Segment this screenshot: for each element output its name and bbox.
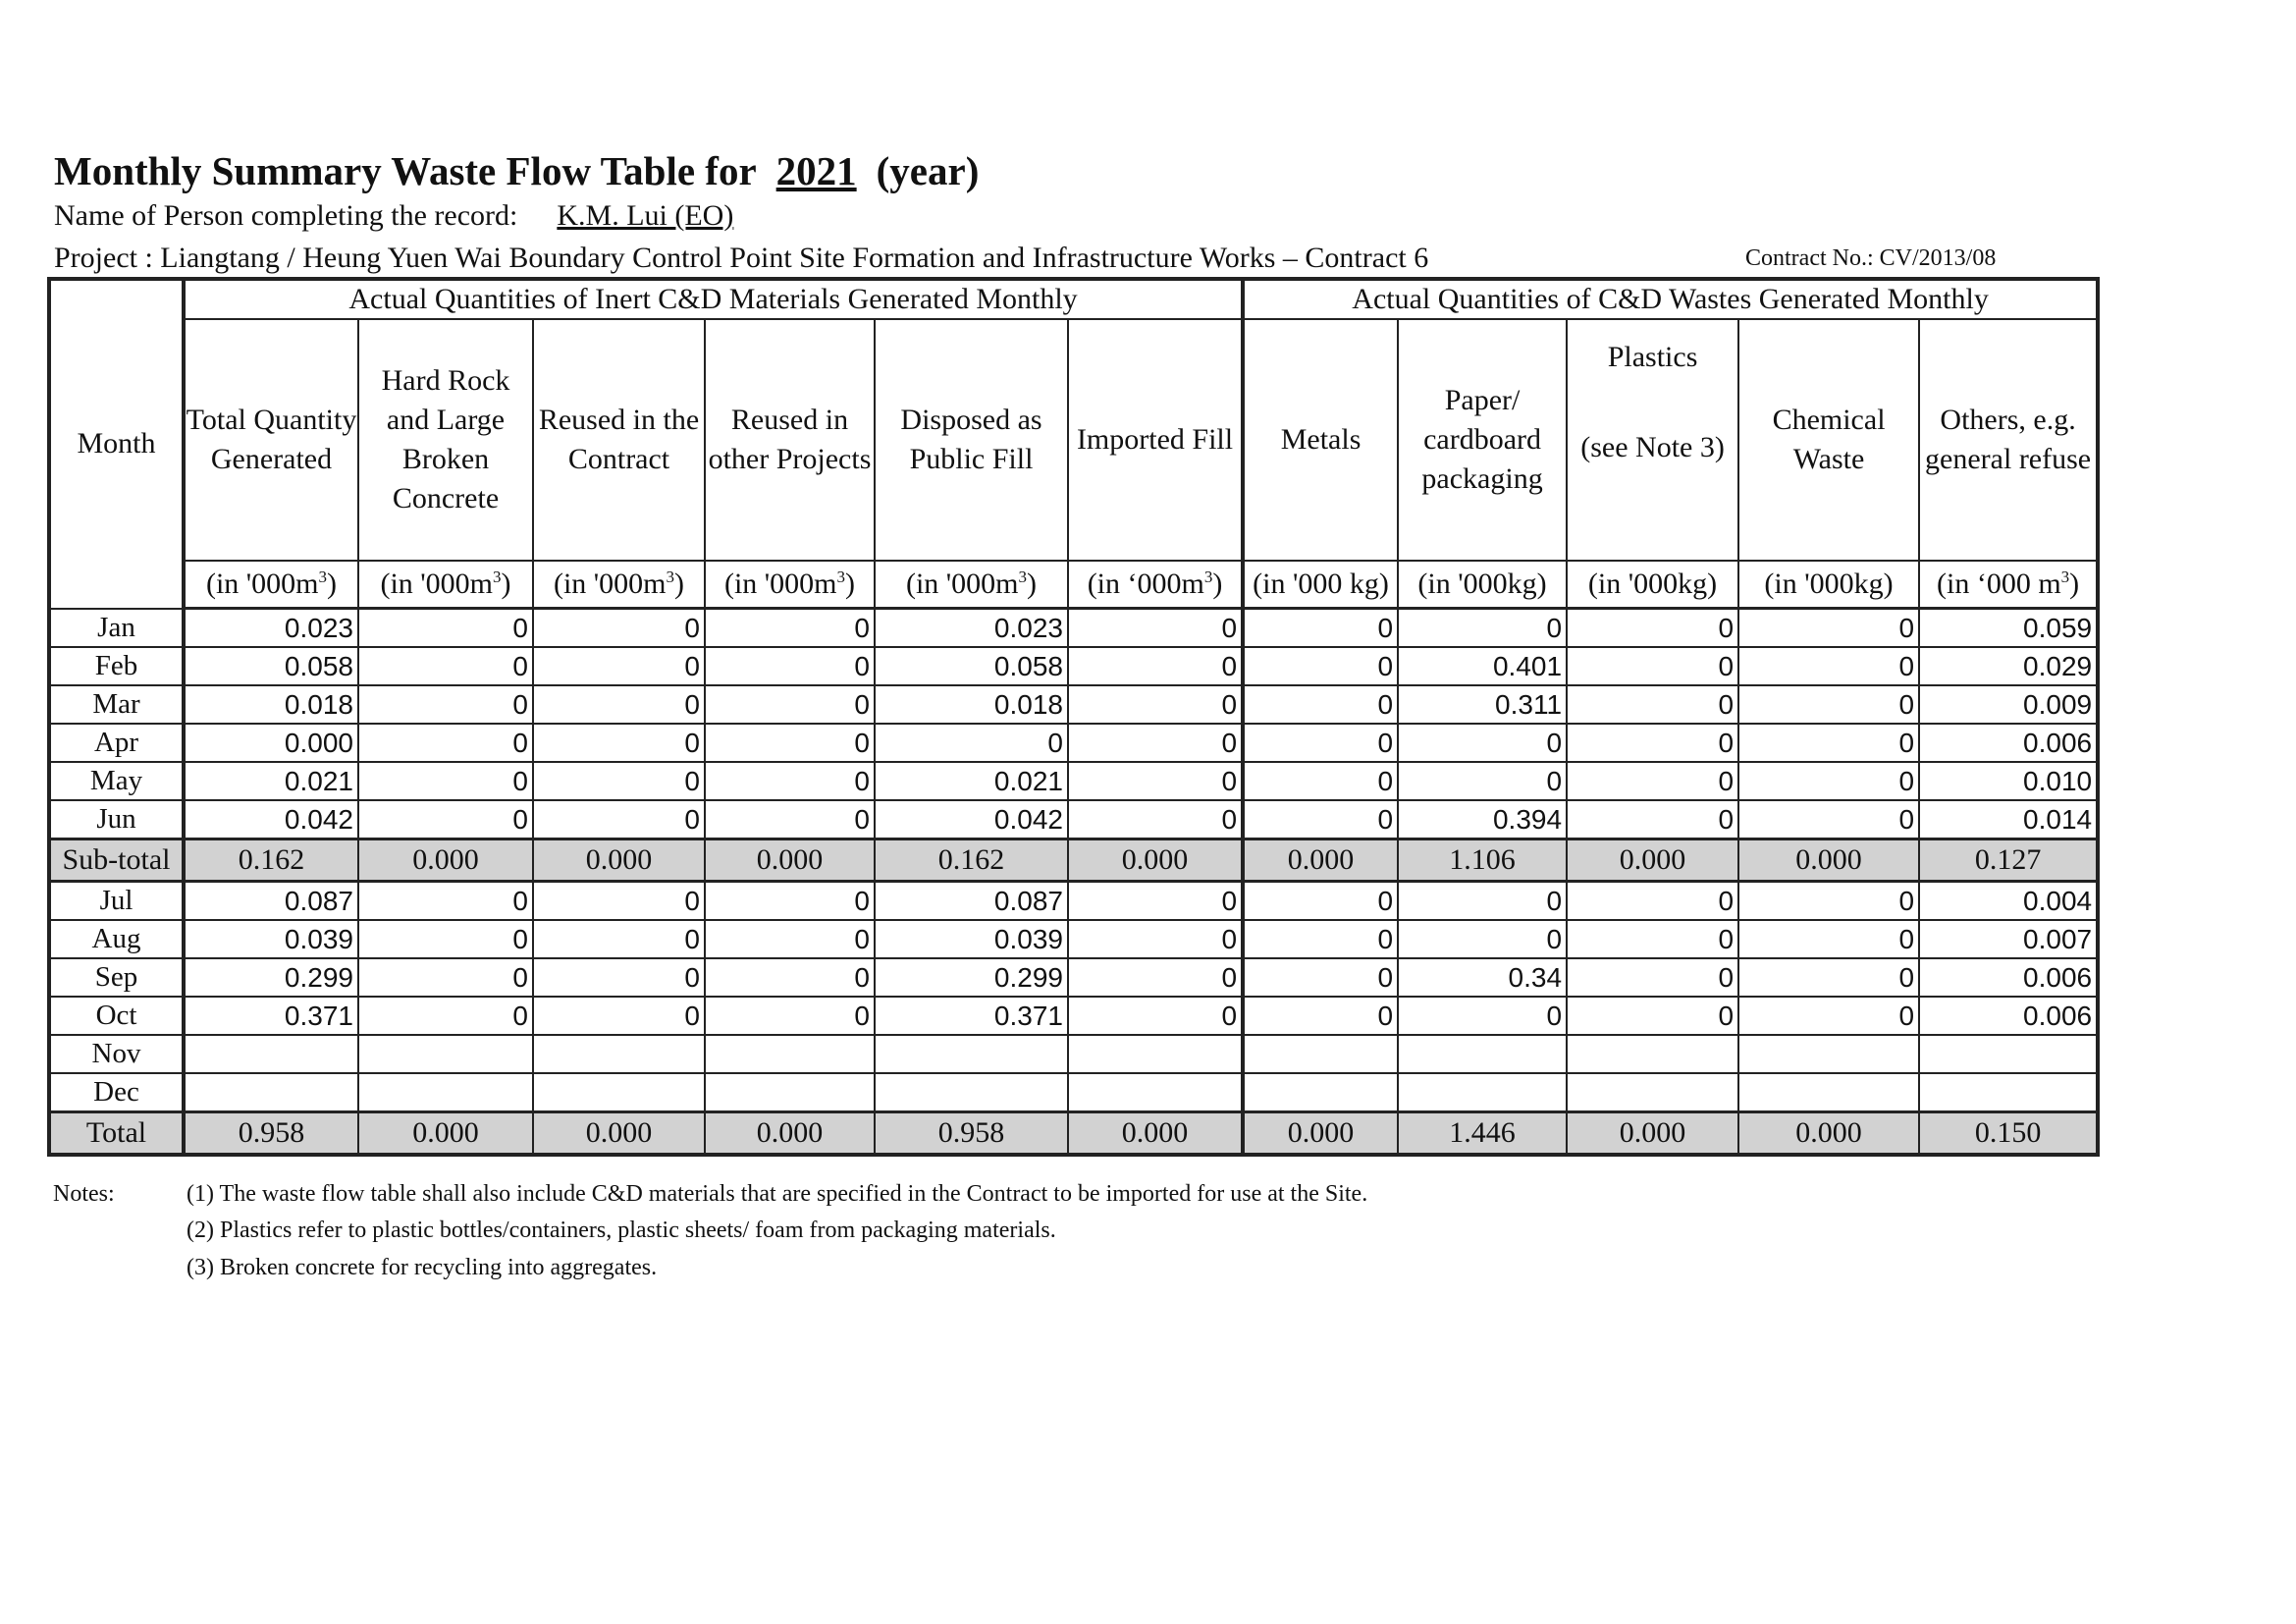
table-row [49, 762, 2098, 800]
value-cell: 0 [1738, 762, 1919, 800]
project-line: Project : Liangtang / Heung Yuen Wai Boundary Control Point Site Formation and Infrastructure Works – Contract 6 [54, 242, 1429, 274]
value-cell: 1.106 [1398, 839, 1567, 882]
month-cell: Aug [49, 920, 184, 958]
value-cell: 0.000 [1738, 839, 1919, 882]
column-header-label: Disposed as Public Fill [900, 404, 1042, 475]
unit-text-end: ) [327, 568, 338, 600]
title-prefix: Monthly Summary Waste Flow Table for [54, 148, 757, 193]
table-row [49, 1073, 2098, 1112]
value-cell: 0 [1068, 882, 1243, 921]
value-cell: 0 [1398, 997, 1567, 1035]
column-header-label: Reused in other Projects [708, 404, 872, 475]
value-cell: 0 [1398, 724, 1567, 762]
value-cell: 0 [705, 800, 875, 839]
unit-text-end: ) [1212, 568, 1223, 600]
waste-flow-table [47, 277, 2100, 1157]
value-cell: 1.446 [1398, 1112, 1567, 1156]
value-cell: 0.000 [705, 839, 875, 882]
value-cell: 0 [1068, 647, 1243, 685]
unit-text: (in '000m [553, 568, 667, 600]
person-label: Name of Person completing the record: [54, 199, 518, 232]
table-row [49, 800, 2098, 839]
value-cell: 0.150 [1919, 1112, 2098, 1156]
value-cell: 0 [358, 609, 533, 648]
value-cell: 0 [875, 724, 1068, 762]
value-cell: 0.042 [184, 800, 358, 839]
value-cell [1398, 1035, 1567, 1073]
value-cell [875, 1035, 1068, 1073]
value-cell: 0 [1567, 958, 1738, 997]
column-header-total-quantity-generated [184, 319, 358, 561]
value-cell: 0.029 [1919, 647, 2098, 685]
column-header-plastics [1567, 319, 1738, 561]
month-cell: Sub-total [49, 839, 184, 882]
value-cell: 0.000 [184, 724, 358, 762]
value-cell: 0.162 [875, 839, 1068, 882]
column-header-imported-fill [1068, 319, 1243, 561]
month-cell: Nov [49, 1035, 184, 1073]
value-cell: 0 [1567, 997, 1738, 1035]
value-cell [184, 1035, 358, 1073]
month-cell: Oct [49, 997, 184, 1035]
subtotal-row [49, 839, 2098, 882]
unit-text: (in '000 kg) [1253, 568, 1389, 600]
value-cell: 0 [358, 882, 533, 921]
value-cell [1398, 1073, 1567, 1112]
value-cell: 0 [1068, 762, 1243, 800]
table-row [49, 685, 2098, 724]
table-row [49, 647, 2098, 685]
value-cell: 0.018 [184, 685, 358, 724]
value-cell: 0 [1738, 685, 1919, 724]
unit-label [1567, 561, 1738, 609]
note-2: (2) Plastics refer to plastic bottles/containers, plastic sheets/ foam from packaging materials. [187, 1218, 1056, 1243]
value-cell: 0 [533, 724, 705, 762]
value-cell: 0.371 [184, 997, 358, 1035]
value-cell: 0.039 [184, 920, 358, 958]
value-cell: 0 [1068, 685, 1243, 724]
title-suffix: (year) [876, 148, 980, 193]
month-cell: Dec [49, 1073, 184, 1112]
value-cell: 0 [1243, 609, 1398, 648]
value-cell: 0 [705, 724, 875, 762]
unit-text: (in '000kg) [1764, 568, 1894, 600]
value-cell [705, 1035, 875, 1073]
value-cell: 0.127 [1919, 839, 2098, 882]
notes-label: Notes: [53, 1181, 115, 1207]
column-header-disposed-as-public-fill [875, 319, 1068, 561]
value-cell: 0 [1738, 958, 1919, 997]
value-cell: 0 [358, 685, 533, 724]
value-cell: 0.021 [875, 762, 1068, 800]
value-cell: 0 [1398, 882, 1567, 921]
value-cell: 0 [1738, 997, 1919, 1035]
value-cell: 0.087 [184, 882, 358, 921]
value-cell: 0 [358, 800, 533, 839]
unit-text: (in ‘000 m [1937, 568, 2061, 600]
table-row [49, 724, 2098, 762]
value-cell: 0 [705, 647, 875, 685]
value-cell: 0 [1243, 724, 1398, 762]
value-cell: 0.34 [1398, 958, 1567, 997]
value-cell: 0.004 [1919, 882, 2098, 921]
value-cell: 0 [1567, 724, 1738, 762]
waste-group-header: Actual Quantities of C&D Wastes Generated Monthly [1243, 279, 2098, 319]
value-cell: 0 [1068, 609, 1243, 648]
value-cell: 0.000 [533, 1112, 705, 1156]
value-cell: 0.039 [875, 920, 1068, 958]
value-cell: 0.371 [875, 997, 1068, 1035]
value-cell: 0.958 [875, 1112, 1068, 1156]
value-cell: 0 [1243, 800, 1398, 839]
value-cell: 0.058 [184, 647, 358, 685]
value-cell [1738, 1073, 1919, 1112]
value-cell: 0 [1068, 997, 1243, 1035]
unit-superscript: 3 [1203, 568, 1213, 586]
value-cell: 0.000 [358, 1112, 533, 1156]
value-cell: 0.023 [875, 609, 1068, 648]
value-cell: 0 [1738, 647, 1919, 685]
month-cell: Jul [49, 882, 184, 921]
table-row [49, 609, 2098, 648]
month-cell: Sep [49, 958, 184, 997]
value-cell: 0 [1567, 647, 1738, 685]
total-row [49, 1112, 2098, 1156]
unit-text: (in '000m [380, 568, 494, 600]
unit-label [533, 561, 705, 609]
value-cell: 0.087 [875, 882, 1068, 921]
value-cell [1567, 1035, 1738, 1073]
value-cell: 0 [1243, 762, 1398, 800]
month-cell: Total [49, 1112, 184, 1156]
value-cell: 0 [1068, 800, 1243, 839]
value-cell: 0.958 [184, 1112, 358, 1156]
value-cell [705, 1073, 875, 1112]
value-cell: 0 [705, 920, 875, 958]
value-cell: 0.299 [875, 958, 1068, 997]
column-header-label: Chemical Waste [1772, 404, 1886, 475]
value-cell: 0 [1567, 800, 1738, 839]
value-cell [1068, 1073, 1243, 1112]
contract-number: Contract No.: CV/2013/08 [1745, 245, 1997, 271]
value-cell: 0 [1398, 609, 1567, 648]
unit-superscript: 3 [493, 568, 502, 586]
value-cell: 0.000 [705, 1112, 875, 1156]
person-line [54, 199, 749, 233]
value-cell [533, 1035, 705, 1073]
unit-label [1919, 561, 2098, 609]
month-cell: Mar [49, 685, 184, 724]
table-row [49, 920, 2098, 958]
unit-label [184, 561, 358, 609]
unit-superscript: 3 [1018, 568, 1028, 586]
value-cell: 0.311 [1398, 685, 1567, 724]
value-cell: 0 [1567, 685, 1738, 724]
unit-superscript: 3 [836, 568, 846, 586]
value-cell: 0 [1243, 958, 1398, 997]
unit-text: (in '000m [723, 568, 837, 600]
value-cell: 0 [1068, 724, 1243, 762]
value-cell [1243, 1073, 1398, 1112]
unit-label [358, 561, 533, 609]
value-cell [1243, 1035, 1398, 1073]
value-cell: 0 [1738, 724, 1919, 762]
value-cell [1068, 1035, 1243, 1073]
unit-text-end: ) [674, 568, 685, 600]
value-cell: 0 [533, 685, 705, 724]
value-cell: 0.000 [358, 839, 533, 882]
value-cell: 0 [705, 762, 875, 800]
inert-group-header: Actual Quantities of Inert C&D Materials Generated Monthly [184, 279, 1243, 319]
month-cell: May [49, 762, 184, 800]
column-header-note: (see Note 3) [1580, 431, 1725, 463]
value-cell: 0.000 [1567, 1112, 1738, 1156]
value-cell [1567, 1073, 1738, 1112]
unit-text: (in '000kg) [1587, 568, 1718, 600]
value-cell [1919, 1035, 2098, 1073]
unit-text: (in ‘000m [1087, 568, 1204, 600]
unit-label [875, 561, 1068, 609]
table-row [49, 882, 2098, 921]
value-cell: 0 [1738, 882, 1919, 921]
value-cell: 0 [1243, 920, 1398, 958]
value-cell: 0.401 [1398, 647, 1567, 685]
value-cell: 0 [705, 882, 875, 921]
unit-text: (in '000m [905, 568, 1019, 600]
value-cell [1919, 1073, 2098, 1112]
column-header-label: Plastics [1607, 341, 1698, 373]
value-cell: 0 [358, 997, 533, 1035]
value-cell: 0 [358, 958, 533, 997]
value-cell: 0.299 [184, 958, 358, 997]
unit-text-end: ) [2069, 568, 2080, 600]
value-cell: 0 [1068, 958, 1243, 997]
value-cell: 0.000 [1243, 1112, 1398, 1156]
unit-text-end: ) [845, 568, 856, 600]
value-cell: 0 [533, 647, 705, 685]
value-cell: 0.000 [1068, 1112, 1243, 1156]
month-column-header: Month [49, 279, 184, 609]
value-cell: 0.042 [875, 800, 1068, 839]
value-cell: 0.014 [1919, 800, 2098, 839]
value-cell: 0 [705, 958, 875, 997]
table-row [49, 997, 2098, 1035]
value-cell: 0.023 [184, 609, 358, 648]
value-cell [1738, 1035, 1919, 1073]
column-header-reused-in-other-projects [705, 319, 875, 561]
value-cell: 0.162 [184, 839, 358, 882]
value-cell [184, 1073, 358, 1112]
column-header-chemical-waste [1738, 319, 1919, 561]
unit-text-end: ) [501, 568, 511, 600]
value-cell: 0 [533, 609, 705, 648]
value-cell: 0.006 [1919, 724, 2098, 762]
value-cell: 0 [533, 958, 705, 997]
column-header-paper-cardboard-packaging [1398, 319, 1567, 561]
unit-label [1243, 561, 1398, 609]
value-cell: 0 [1567, 762, 1738, 800]
month-cell: Apr [49, 724, 184, 762]
unit-label [1738, 561, 1919, 609]
table-row [49, 958, 2098, 997]
value-cell: 0 [533, 762, 705, 800]
unit-superscript: 3 [666, 568, 675, 586]
value-cell: 0.000 [533, 839, 705, 882]
value-cell: 0 [358, 647, 533, 685]
value-cell: 0.021 [184, 762, 358, 800]
unit-label [705, 561, 875, 609]
value-cell: 0.006 [1919, 958, 2098, 997]
value-cell: 0.394 [1398, 800, 1567, 839]
value-cell: 0 [358, 920, 533, 958]
column-header-label: Imported Fill [1076, 423, 1234, 456]
column-header-label: Paper/ cardboard packaging [1421, 384, 1543, 495]
value-cell: 0 [1567, 882, 1738, 921]
value-cell: 0 [705, 609, 875, 648]
note-1: (1) The waste flow table shall also include C&D materials that are specified in the Contract to be imported for use at the Site. [187, 1181, 1368, 1207]
column-header-label: Hard Rock and Large Broken Concrete [381, 364, 510, 514]
column-header-others-e-g-general-refuse [1919, 319, 2098, 561]
value-cell: 0 [1243, 647, 1398, 685]
column-header-label: Others, e.g. general refuse [1925, 404, 2092, 475]
value-cell: 0.000 [1567, 839, 1738, 882]
value-cell: 0 [1567, 609, 1738, 648]
value-cell [358, 1073, 533, 1112]
column-header-label: Reused in the Contract [538, 404, 700, 475]
unit-text: (in '000kg) [1417, 568, 1547, 600]
value-cell: 0 [1243, 685, 1398, 724]
value-cell: 0 [705, 997, 875, 1035]
column-header-label: Total Quantity Generated [186, 404, 357, 475]
unit-text-end: ) [1027, 568, 1038, 600]
value-cell: 0.006 [1919, 997, 2098, 1035]
unit-label [1068, 561, 1243, 609]
value-cell: 0 [1398, 762, 1567, 800]
value-cell: 0.007 [1919, 920, 2098, 958]
value-cell: 0.010 [1919, 762, 2098, 800]
table-row [49, 1035, 2098, 1073]
value-cell: 0.000 [1068, 839, 1243, 882]
value-cell: 0.018 [875, 685, 1068, 724]
value-cell: 0 [1738, 609, 1919, 648]
month-cell: Jun [49, 800, 184, 839]
month-cell: Jan [49, 609, 184, 648]
value-cell: 0 [1567, 920, 1738, 958]
value-cell: 0 [358, 762, 533, 800]
value-cell: 0 [1738, 800, 1919, 839]
value-cell: 0 [533, 800, 705, 839]
value-cell: 0 [1738, 920, 1919, 958]
value-cell: 0.000 [1738, 1112, 1919, 1156]
column-header-label: Metals [1280, 423, 1362, 456]
value-cell: 0 [533, 920, 705, 958]
note-3: (3) Broken concrete for recycling into aggregates. [187, 1255, 658, 1280]
value-cell [875, 1073, 1068, 1112]
column-header-metals [1243, 319, 1398, 561]
value-cell: 0.000 [1243, 839, 1398, 882]
unit-label [1398, 561, 1567, 609]
unit-superscript: 3 [318, 568, 328, 586]
value-cell: 0 [533, 882, 705, 921]
unit-superscript: 3 [2060, 568, 2070, 586]
value-cell: 0 [1243, 997, 1398, 1035]
value-cell: 0.059 [1919, 609, 2098, 648]
value-cell: 0 [1398, 920, 1567, 958]
value-cell: 0 [358, 724, 533, 762]
unit-text: (in '000m [205, 568, 319, 600]
value-cell [358, 1035, 533, 1073]
value-cell: 0 [705, 685, 875, 724]
person-value: K.M. Lui (EO) [557, 199, 734, 232]
value-cell [533, 1073, 705, 1112]
value-cell: 0.009 [1919, 685, 2098, 724]
column-header-reused-in-the-contract [533, 319, 705, 561]
month-cell: Feb [49, 647, 184, 685]
column-header-hard-rock-and-large-broken-concrete [358, 319, 533, 561]
page-title [54, 147, 979, 194]
value-cell: 0 [1068, 920, 1243, 958]
value-cell: 0 [1243, 882, 1398, 921]
title-year: 2021 [775, 148, 857, 193]
value-cell: 0 [533, 997, 705, 1035]
value-cell: 0.058 [875, 647, 1068, 685]
